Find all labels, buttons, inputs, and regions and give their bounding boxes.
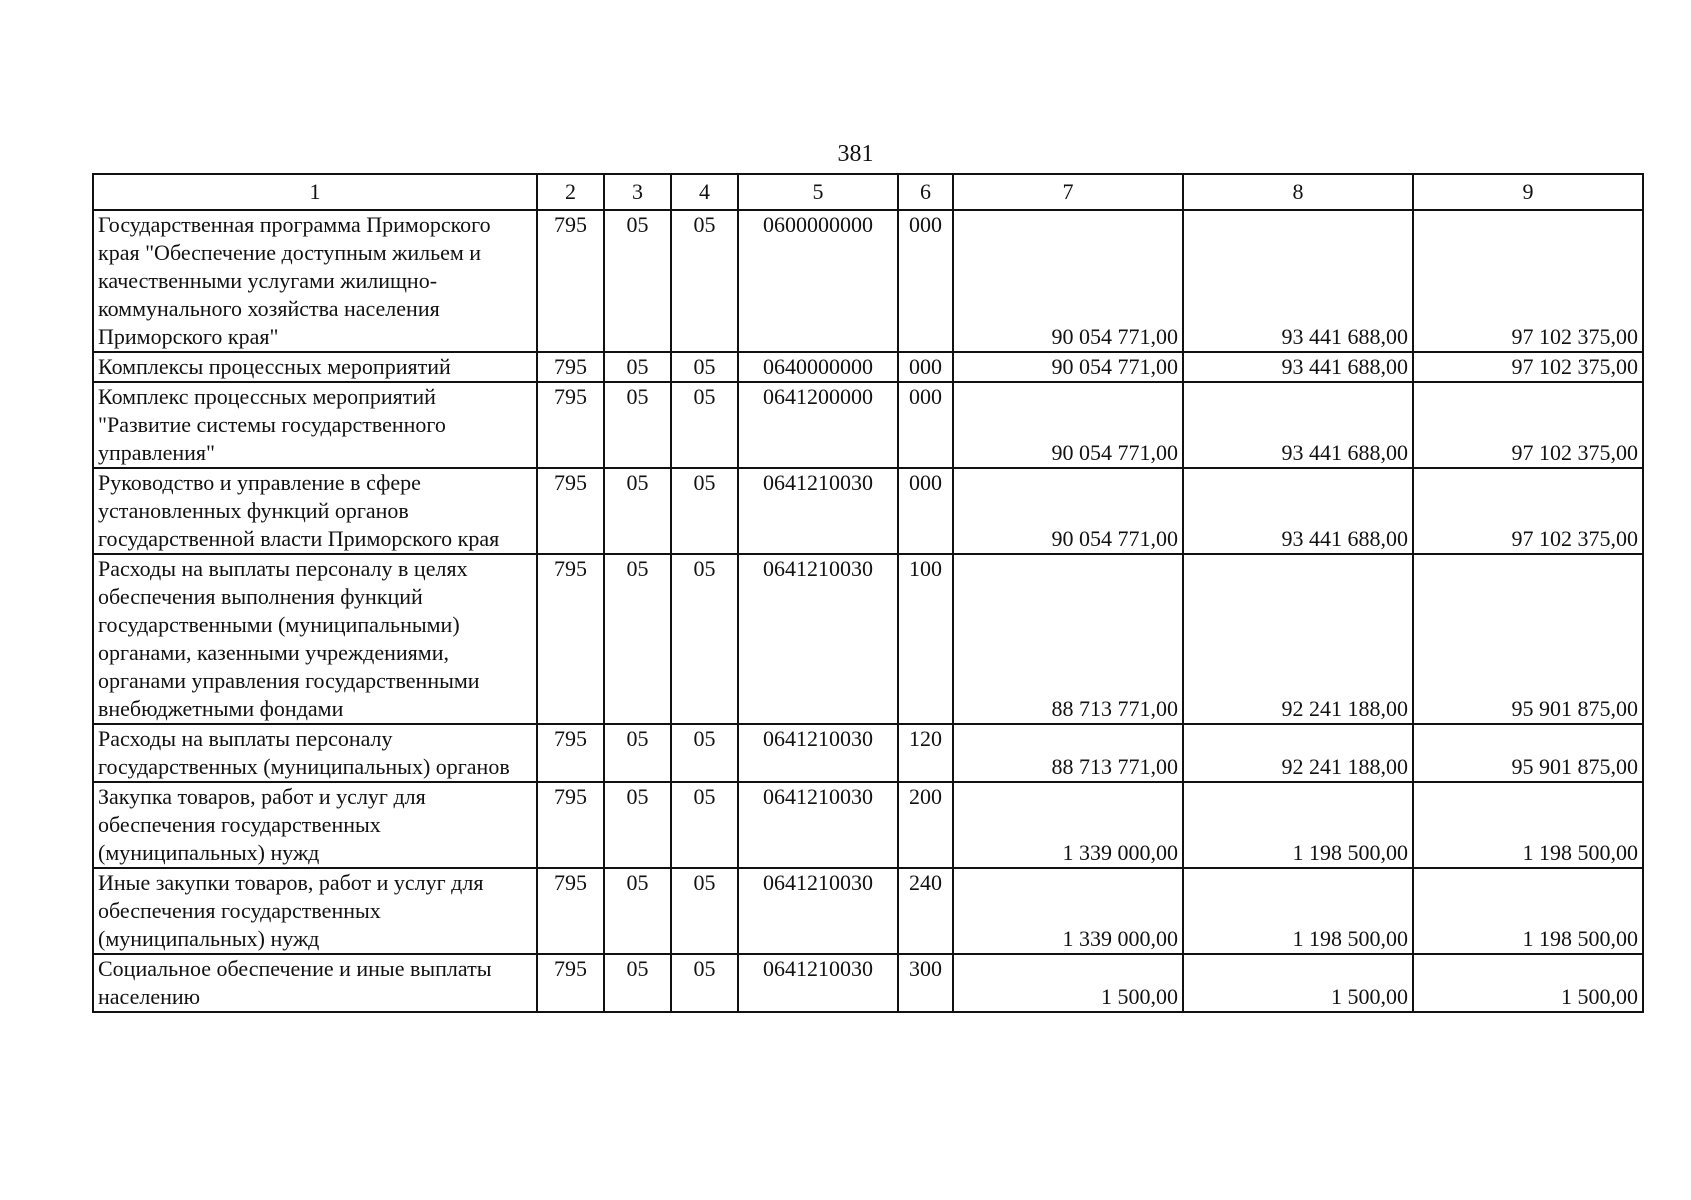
- column-header: 3: [604, 174, 671, 210]
- amount-col9: 95 901 875,00: [1413, 724, 1643, 782]
- target-article-code: 0641210030: [738, 868, 898, 954]
- ministry-code: 795: [537, 468, 604, 554]
- column-header: 5: [738, 174, 898, 210]
- target-article-code: 0641210030: [738, 782, 898, 868]
- column-header: 1: [93, 174, 537, 210]
- amount-col8: 92 241 188,00: [1183, 554, 1413, 724]
- amount-col9: 97 102 375,00: [1413, 210, 1643, 352]
- target-article-code: 0641210030: [738, 468, 898, 554]
- expense-name: Руководство и управление в сфере установленных функций органов государственной власти Приморского края: [93, 468, 537, 554]
- target-article-code: 0640000000: [738, 352, 898, 382]
- amount-col8: 1 198 500,00: [1183, 868, 1413, 954]
- amount-col9: 97 102 375,00: [1413, 468, 1643, 554]
- subsection-code: 05: [671, 352, 738, 382]
- expense-type-code: 100: [898, 554, 953, 724]
- section-code: 05: [604, 554, 671, 724]
- amount-col7: 90 054 771,00: [953, 382, 1183, 468]
- subsection-code: 05: [671, 782, 738, 868]
- column-header: 9: [1413, 174, 1643, 210]
- table-row: [93, 868, 1643, 954]
- expense-name: Комплексы процессных мероприятий: [93, 352, 537, 382]
- expense-type-code: 300: [898, 954, 953, 1012]
- target-article-code: 0641210030: [738, 554, 898, 724]
- amount-col8: 93 441 688,00: [1183, 352, 1413, 382]
- amount-col8: 92 241 188,00: [1183, 724, 1413, 782]
- ministry-code: 795: [537, 724, 604, 782]
- expense-type-code: 000: [898, 468, 953, 554]
- subsection-code: 05: [671, 468, 738, 554]
- section-code: 05: [604, 782, 671, 868]
- column-header: 8: [1183, 174, 1413, 210]
- subsection-code: 05: [671, 954, 738, 1012]
- expense-type-code: 000: [898, 352, 953, 382]
- amount-col7: 90 054 771,00: [953, 352, 1183, 382]
- amount-col7: 88 713 771,00: [953, 724, 1183, 782]
- expense-name: Комплекс процессных мероприятий "Развитие системы государственного управления": [93, 382, 537, 468]
- section-code: 05: [604, 468, 671, 554]
- section-code: 05: [604, 382, 671, 468]
- amount-col7: 1 339 000,00: [953, 868, 1183, 954]
- amount-col9: 97 102 375,00: [1413, 382, 1643, 468]
- table-row: [93, 352, 1643, 382]
- ministry-code: 795: [537, 210, 604, 352]
- ministry-code: 795: [537, 554, 604, 724]
- subsection-code: 05: [671, 868, 738, 954]
- ministry-code: 795: [537, 382, 604, 468]
- column-header: 7: [953, 174, 1183, 210]
- table-row: [93, 782, 1643, 868]
- expense-name: Государственная программа Приморского края "Обеспечение доступным жильем и качественными услугами жилищно-коммунального хозяйства населения Приморского края": [93, 210, 537, 352]
- expense-name: Закупка товаров, работ и услуг для обеспечения государственных (муниципальных) нужд: [93, 782, 537, 868]
- expense-name: Расходы на выплаты персоналу государственных (муниципальных) органов: [93, 724, 537, 782]
- expense-name: Социальное обеспечение и иные выплаты населению: [93, 954, 537, 1012]
- amount-col9: 1 500,00: [1413, 954, 1643, 1012]
- target-article-code: 0641210030: [738, 724, 898, 782]
- column-header: 2: [537, 174, 604, 210]
- section-code: 05: [604, 352, 671, 382]
- table-row: [93, 468, 1643, 554]
- target-article-code: 0641210030: [738, 954, 898, 1012]
- column-header: 4: [671, 174, 738, 210]
- ministry-code: 795: [537, 954, 604, 1012]
- expense-type-code: 000: [898, 210, 953, 352]
- amount-col7: 1 500,00: [953, 954, 1183, 1012]
- section-code: 05: [604, 868, 671, 954]
- expense-type-code: 000: [898, 382, 953, 468]
- section-code: 05: [604, 954, 671, 1012]
- table-row: [93, 382, 1643, 468]
- section-code: 05: [604, 210, 671, 352]
- table-row: [93, 724, 1643, 782]
- amount-col7: 90 054 771,00: [953, 210, 1183, 352]
- amount-col9: 95 901 875,00: [1413, 554, 1643, 724]
- subsection-code: 05: [671, 724, 738, 782]
- ministry-code: 795: [537, 352, 604, 382]
- table-row: [93, 210, 1643, 352]
- amount-col9: 97 102 375,00: [1413, 352, 1643, 382]
- amount-col8: 93 441 688,00: [1183, 382, 1413, 468]
- section-code: 05: [604, 724, 671, 782]
- amount-col7: 1 339 000,00: [953, 782, 1183, 868]
- target-article-code: 0600000000: [738, 210, 898, 352]
- expense-type-code: 240: [898, 868, 953, 954]
- expense-type-code: 120: [898, 724, 953, 782]
- amount-col7: 90 054 771,00: [953, 468, 1183, 554]
- subsection-code: 05: [671, 210, 738, 352]
- amount-col8: 1 500,00: [1183, 954, 1413, 1012]
- amount-col8: 1 198 500,00: [1183, 782, 1413, 868]
- amount-col8: 93 441 688,00: [1183, 210, 1413, 352]
- amount-col9: 1 198 500,00: [1413, 782, 1643, 868]
- budget-table: [92, 173, 1644, 1013]
- column-header: 6: [898, 174, 953, 210]
- table-row: [93, 554, 1643, 724]
- expense-type-code: 200: [898, 782, 953, 868]
- target-article-code: 0641200000: [738, 382, 898, 468]
- amount-col7: 88 713 771,00: [953, 554, 1183, 724]
- page-number: 381: [837, 141, 874, 167]
- amount-col8: 93 441 688,00: [1183, 468, 1413, 554]
- subsection-code: 05: [671, 382, 738, 468]
- ministry-code: 795: [537, 868, 604, 954]
- expense-name: Расходы на выплаты персоналу в целях обеспечения выполнения функций государственными (муниципальными) органами, казенными учреждениями, органами управления государственными внебюджетными фондами: [93, 554, 537, 724]
- column-number-row: [93, 174, 1643, 210]
- expense-name: Иные закупки товаров, работ и услуг для обеспечения государственных (муниципальных) нужд: [93, 868, 537, 954]
- table-row: [93, 954, 1643, 1012]
- subsection-code: 05: [671, 554, 738, 724]
- amount-col9: 1 198 500,00: [1413, 868, 1643, 954]
- ministry-code: 795: [537, 782, 604, 868]
